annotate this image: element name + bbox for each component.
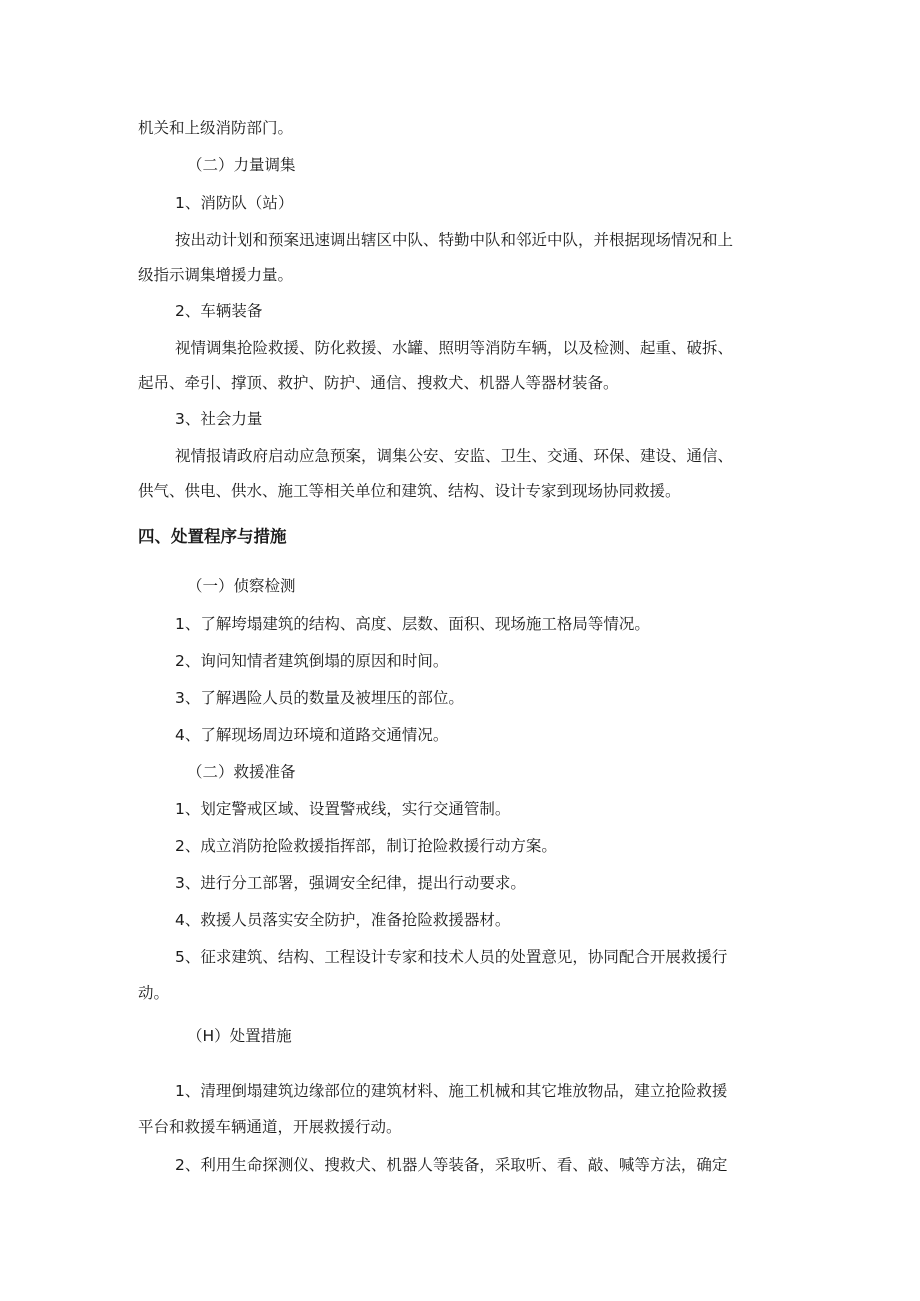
list-item: 3、了解遇险人员的数量及被埋压的部位。: [175, 689, 464, 707]
section-heading-procedures: 四、处置程序与措施: [138, 527, 287, 546]
list-item: 3、进行分工部署，强调安全纪律，提出行动要求。: [175, 874, 526, 892]
list-item: 1、了解垮塌建筑的结构、高度、层数、面积、现场施工格局等情况。: [175, 615, 650, 633]
list-item-continuation: 动。: [138, 984, 170, 1002]
list-item-continuation: 平台和救援车辆通道，开展救援行动。: [138, 1118, 402, 1136]
item-heading-vehicles: 2、车辆装备: [175, 302, 263, 320]
list-item: 2、询问知情者建筑倒塌的原因和时间。: [175, 652, 449, 670]
list-item: 4、救援人员落实安全防护，准备抢险救援器材。: [175, 911, 511, 929]
list-item: 2、利用生命探测仪、搜救犬、机器人等装备，采取听、看、敲、喊等方法，确定: [175, 1156, 728, 1174]
paragraph-line: 视情报请政府启动应急预案，调集公安、安监、卫生、交通、环保、建设、通信、: [175, 447, 734, 465]
subsection-heading-force-mobilization: （二）力量调集: [187, 156, 296, 174]
list-item: 1、划定警戒区域、设置警戒线，实行交通管制。: [175, 800, 511, 818]
paragraph-line: 按出动计划和预案迅速调出辖区中队、特勤中队和邻近中队，并根据现场情况和上: [175, 231, 734, 249]
list-item: 1、清理倒塌建筑边缘部位的建筑材料、施工机械和其它堆放物品，建立抢险救援: [175, 1082, 728, 1100]
item-heading-fire-station: 1、消防队（站）: [175, 194, 294, 212]
list-item: 4、了解现场周边环境和道路交通情况。: [175, 726, 449, 744]
list-item: 2、成立消防抢险救援指挥部，制订抢险救援行动方案。: [175, 837, 557, 855]
subsection-heading-reconnaissance: （一）侦察检测: [187, 577, 296, 595]
paragraph-line: 供气、供电、供水、施工等相关单位和建筑、结构、设计专家到现场协同救援。: [138, 482, 681, 500]
subsection-heading-rescue-prep: （二）救援准备: [187, 763, 296, 781]
paragraph-line: 级指示调集增援力量。: [138, 266, 294, 284]
subsection-heading-measures: （H）处置措施: [187, 1027, 292, 1045]
paragraph-line: 视情调集抢险救援、防化救援、水罐、照明等消防车辆，以及检测、起重、破拆、: [175, 339, 734, 357]
item-heading-social-forces: 3、社会力量: [175, 410, 263, 428]
list-item: 5、征求建筑、结构、工程设计专家和技术人员的处置意见，协同配合开展救援行: [175, 948, 728, 966]
paragraph-line: 起吊、牵引、撑顶、救护、防护、通信、搜救犬、机器人等器材装备。: [138, 374, 619, 392]
paragraph-continuation: 机关和上级消防部门。: [138, 119, 294, 137]
